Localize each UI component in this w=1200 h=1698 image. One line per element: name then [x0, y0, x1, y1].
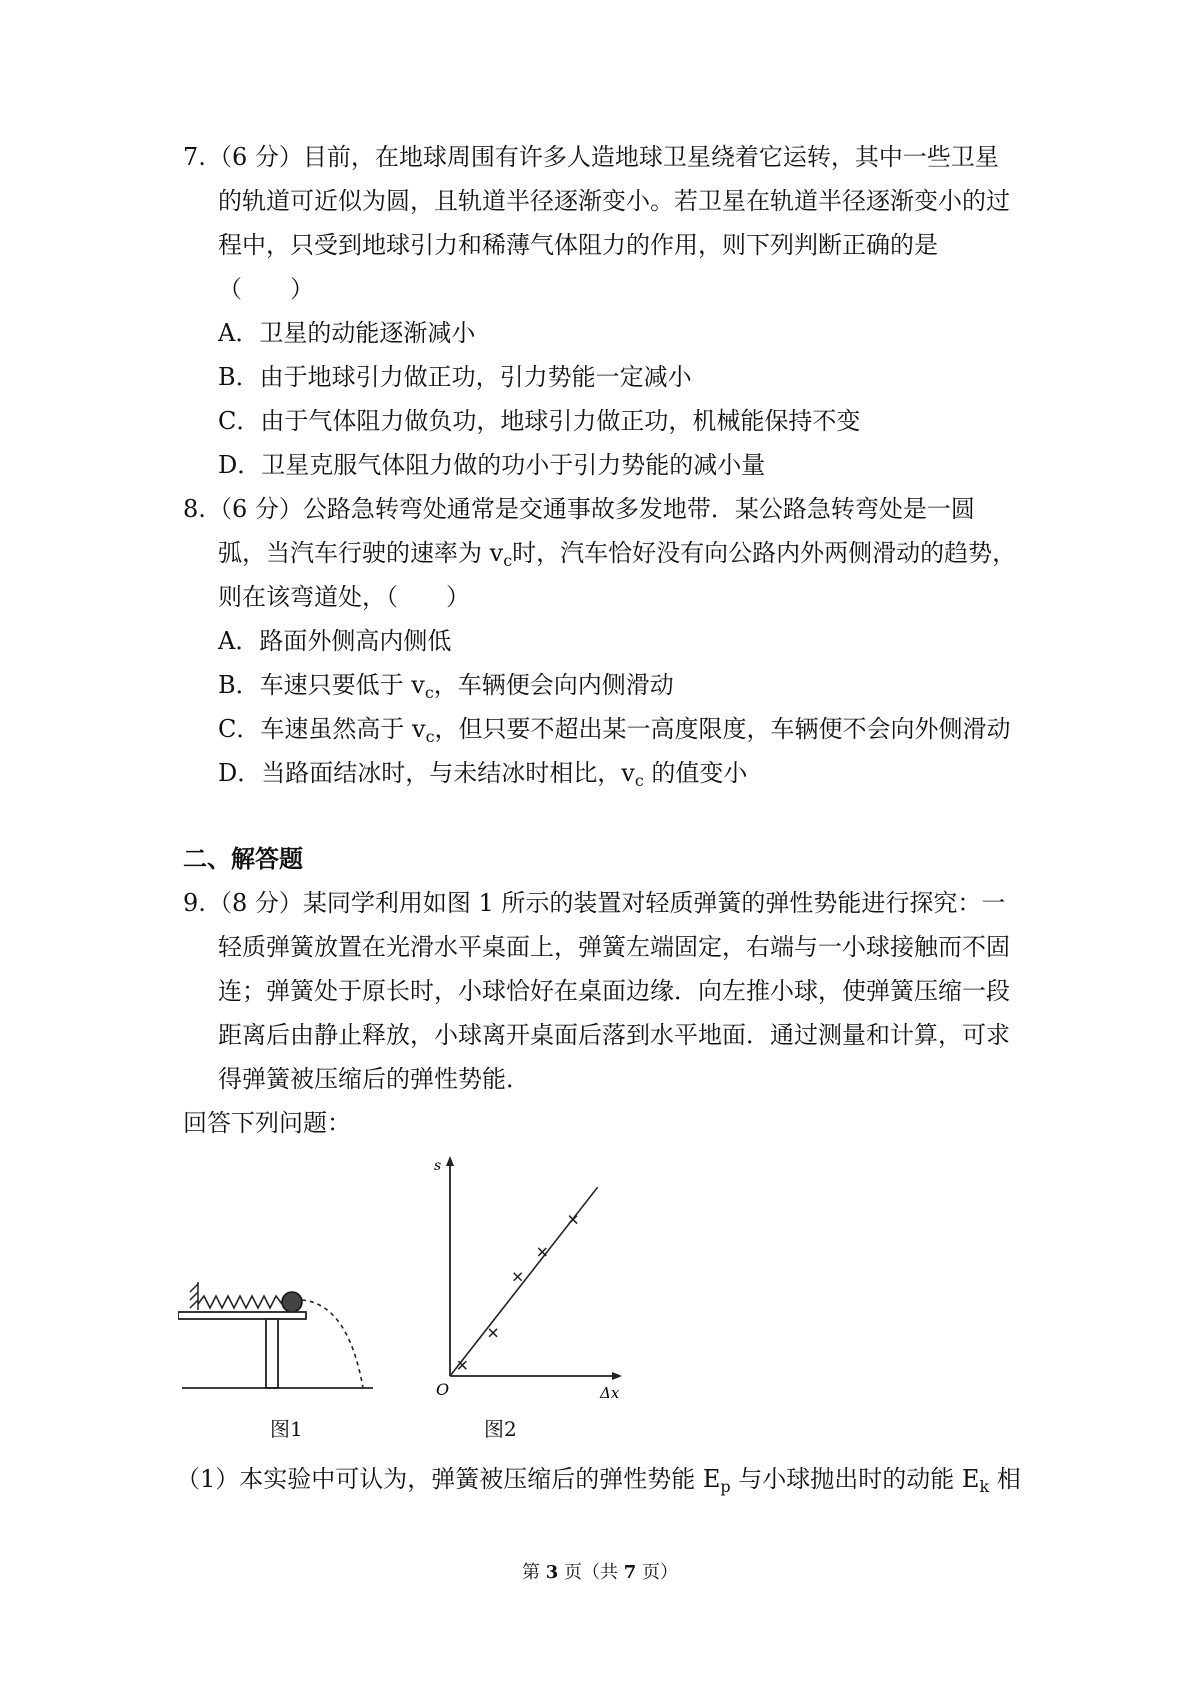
x-axis-label: Δx	[600, 1384, 620, 1402]
section-heading: 二、解答题	[183, 845, 303, 873]
y-axis-arrow	[446, 1156, 454, 1166]
question-text-line: （6 分）目前，在地球周围有许多人造地球卫星绕着它运转，其中一些卫星	[208, 143, 999, 171]
option-c: C．车速虽然高于 $v_c$，但只要不超出某一高度限度，车辆便不会向外侧滑动	[218, 715, 1011, 746]
option-b: B．车速只要低于 $v_c$，车辆便会向内侧滑动	[218, 671, 674, 702]
question-text-line: （8 分）某同学利用如图 1 所示的装置对轻质弹簧的弹性势能进行探究：一	[208, 889, 1006, 917]
page-number: 3	[545, 1562, 559, 1583]
table-leg	[266, 1319, 278, 1388]
question-text-line: 连；弹簧处于原长时，小球恰好在桌面边缘．向左推小球，使弹簧压缩一段	[218, 977, 1010, 1005]
question-text-line: 得弹簧被压缩后的弹性势能．	[218, 1065, 530, 1093]
origin-label: O	[436, 1380, 450, 1399]
option-a: A．卫星的动能逐渐减小	[218, 319, 476, 347]
data-point-1	[458, 1361, 466, 1369]
answer-prompt: 回答下列问题：	[183, 1109, 351, 1137]
answer-blank: （ ）	[218, 275, 314, 303]
question-number: 8.	[183, 495, 206, 523]
figure-1	[178, 1260, 398, 1410]
figure-2	[420, 1150, 640, 1410]
figure-2-label: 图2	[484, 1417, 517, 1441]
question-text-line: 的轨道可近似为圆，且轨道半径逐渐变小。若卫星在轨道半径逐渐变小的过	[218, 187, 1010, 215]
trajectory	[302, 1300, 363, 1388]
question-text-line: 距离后由静止释放，小球离开桌面后落到水平地面．通过测量和计算，可求	[218, 1021, 1010, 1049]
spring	[198, 1296, 282, 1308]
option-a: A．路面外侧高内侧低	[218, 627, 452, 655]
question-number: 7.	[183, 143, 206, 171]
sub-question-1: （1）本实验中可认为，弹簧被压缩后的弹性势能 $E_p$ 与小球抛出时的动能 $E_k$ 相	[176, 1465, 1021, 1496]
option-c: C．由于气体阻力做负功，地球引力做正功，机械能保持不变	[218, 407, 861, 435]
option-b: B．由于地球引力做正功，引力势能一定减小	[218, 363, 692, 391]
table-top	[178, 1312, 306, 1319]
data-point-5	[569, 1216, 577, 1224]
data-point-3	[514, 1273, 522, 1281]
question-text-line: 程中，只受到地球引力和稀薄气体阻力的作用，则下列判断正确的是	[218, 231, 938, 259]
wall-hatch	[190, 1282, 198, 1310]
fit-line	[450, 1187, 598, 1376]
figure-1-label: 图1	[270, 1417, 303, 1441]
option-d: D．卫星克服气体阻力做的功小于引力势能的减小量	[218, 451, 766, 479]
question-text-line: 则在该弯道处，（ ）	[218, 583, 470, 611]
ball	[282, 1292, 302, 1312]
question-text-line: 轻质弹簧放置在光滑水平桌面上，弹簧左端固定，右端与一小球接触而不固	[218, 933, 1010, 961]
x-axis-arrow	[612, 1372, 622, 1380]
data-point-4	[538, 1248, 546, 1256]
question-text-line: （6 分）公路急转弯处通常是交通事故多发地带．某公路急转弯处是一圆	[208, 495, 975, 523]
total-pages: 7	[623, 1562, 637, 1583]
data-point-2	[489, 1329, 497, 1337]
question-text-line: 弧，当汽车行驶的速率为 $v_c$时，汽车恰好没有向公路内外两侧滑动的趋势，	[218, 539, 1017, 570]
question-number: 9.	[183, 889, 206, 917]
y-axis-label: s	[434, 1158, 442, 1174]
option-d: D．当路面结冰时，与未结冰时相比，$v_c$ 的值变小	[218, 759, 748, 790]
page-footer: 第 3 页（共 7 页）	[522, 1562, 678, 1583]
